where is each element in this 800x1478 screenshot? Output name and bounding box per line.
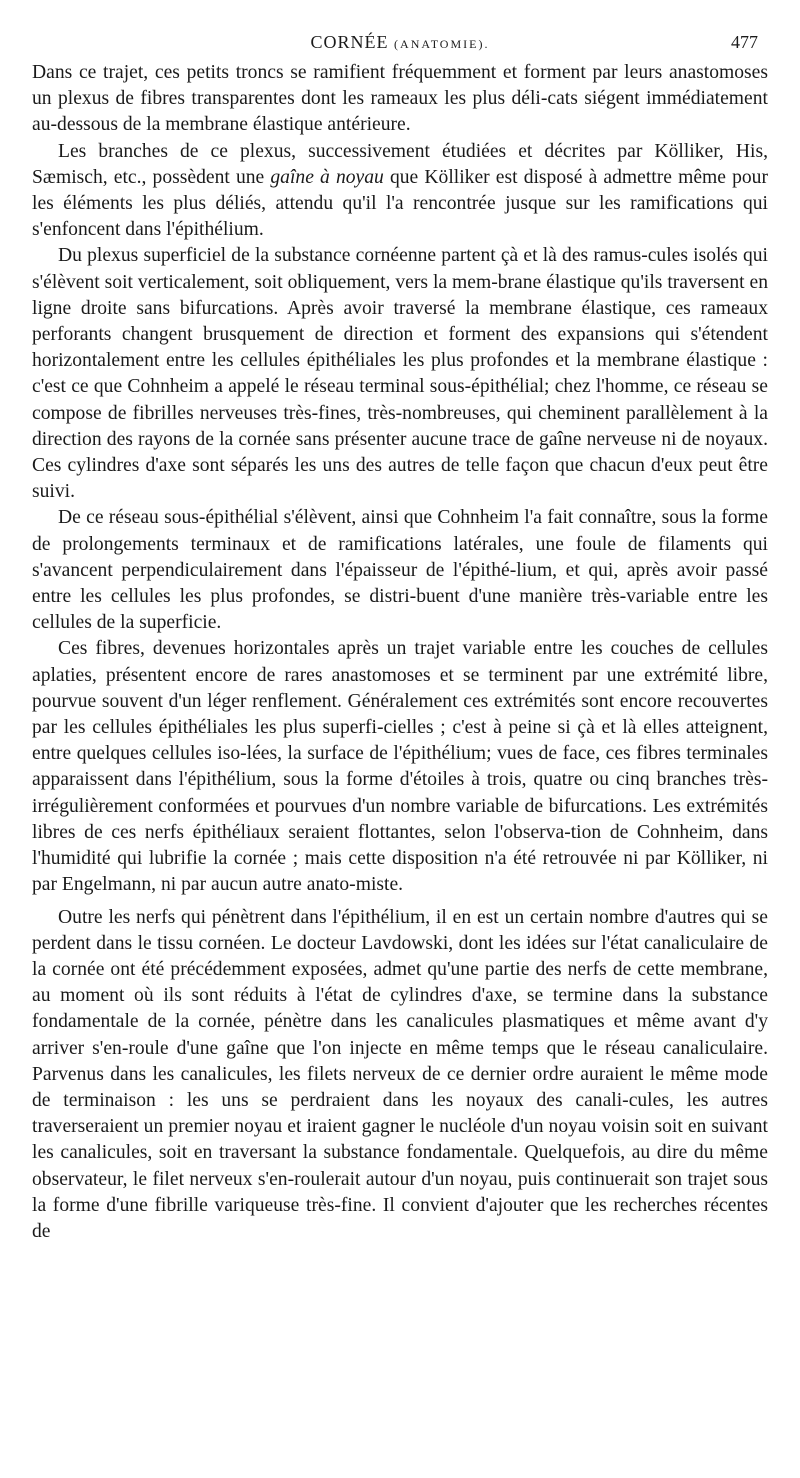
- paragraph-2-emphasis: gaîne à noyau: [270, 166, 384, 188]
- running-title: [32, 32, 768, 53]
- paragraph-1: Dans ce trajet, ces petits troncs se ramifient fréquemment et forment par leurs anastomoses un plexus de fibres transparentes dont les rameaux les plus déli-cats siégent immédiatement au-dessous de la membrane élastique antérieure.: [32, 62, 768, 136]
- book-page: [32, 30, 768, 1245]
- paragraph-2: [32, 139, 768, 244]
- paragraph-6: Outre les nerfs qui pénètrent dans l'épithélium, il en est un certain nombre d'autres qui se perdent dans le tissu cornéen. Le docteur Lavdowski, dont les idées sur l'état canaliculaire de la cornée ont été précédemment exposées, admet qu'une partie des nerfs de cette membrane, au moment où ils sont réduits à l'état de cylindres d'axe, se termine dans la substance fondamentale de la cornée, pénètre dans les canalicules plasmatiques et même avant d'y arriver s'en-roule d'une gaîne que l'on injecte en même temps que le réseau canaliculaire. Parvenus dans les canalicules, les filets nerveux de ce dernier ordre auraient le même mode de terminaison : les uns se perdraient dans les noyaux des canali-cules, les autres traverseraient un premier noyau et iraient gagner le nucléole d'un noyau voisin soit en suivant les canalicules, soit en traversant la substance fondamentale. Quelquefois, au dire du même observateur, le filet nerveux s'en-roulerait autour d'un noyau, puis continuerait son trajet sous la forme d'une fibrille variqueuse très-fine. Il convient d'ajouter que les recherches récentes de: [32, 906, 768, 1242]
- paragraph-2-before: Les branches de ce plexus, successivement étudiées et décrites par Kölliker, His, Sæmisch, etc., possèdent une: [32, 140, 768, 188]
- paragraph-2-after: que Kölliker est disposé à admettre même pour les éléments les plus déliés, attendu qu'il l'a rencontrée jusque sur les ramifications qui s'enfoncent dans l'épithélium.: [32, 166, 768, 241]
- paragraph-4: De ce réseau sous-épithélial s'élèvent, ainsi que Cohnheim l'a fait connaître, sous la forme de prolongements terminaux et de ramifications latérales, une foule de filaments qui s'avancent perpendiculairement dans l'épaisseur de l'épithé-lium, et qui, après avoir passé entre les cellules les plus profondes, se distri-buent d'une manière très-variable entre les cellules de la superficie.: [32, 507, 768, 634]
- paragraph-5: Ces fibres, devenues horizontales après un trajet variable entre les couches de cellules aplaties, présentent encore de rares anastomoses et se terminent par une extrémité libre, pourvue souvent d'un léger renflement. Généralement ces extrémités sont encore recouvertes par les cellules épithéliales les plus superfi-cielles ; c'est à peine si çà et là elles atteignent, entre quelques cellules iso-lées, la surface de l'épithélium; vues de face, ces fibres terminales apparaissent dans l'épithélium, sous la forme d'étoiles à trois, quatre ou cinq branches très-irrégulièrement conformées et pourvues d'un nombre variable de bifurcations. Les extrémités libres de ces nerfs épithéliaux seraient flottantes, selon l'observa-tion de Cohnheim, dans l'humidité qui lubrifie la cornée ; mais cette disposition n'a été retrouvée ni par Kölliker, ni par Engelmann, ni par aucun autre anato-miste.: [32, 638, 768, 896]
- page-number: 477: [731, 32, 758, 52]
- paragraph-3: Du plexus superficiel de la substance cornéenne partent çà et là des ramus-cules isolés qui s'élèvent soit verticalement, soit obliquement, vers la mem-brane élastique qu'ils traversent en ligne droite sans bifurcations. Après avoir traversé la membrane élastique, ces rameaux perforants changent brusquement de direction et forment des expansions qui s'étendent horizontalement entre les cellules épithéliales les plus profondes et la membrane élastique : c'est ce que Cohnheim a appelé le réseau terminal sous-épithélial; chez l'homme, ce réseau se compose de fibrilles nerveuses très-fines, très-nombreuses, qui cheminent parallèlement à la direction des rayons de la cornée sans présenter aucune trace de gaîne nerveuse ni de noyaux. Ces cylindres d'axe sont séparés les uns des autres de telle façon que chacun d'eux peut être suivi.: [32, 245, 768, 503]
- header-title: CORNÉE: [310, 32, 389, 52]
- header-subtitle: (ANATOMIE).: [394, 37, 490, 51]
- body-text: [32, 60, 768, 1245]
- running-header: [32, 30, 768, 60]
